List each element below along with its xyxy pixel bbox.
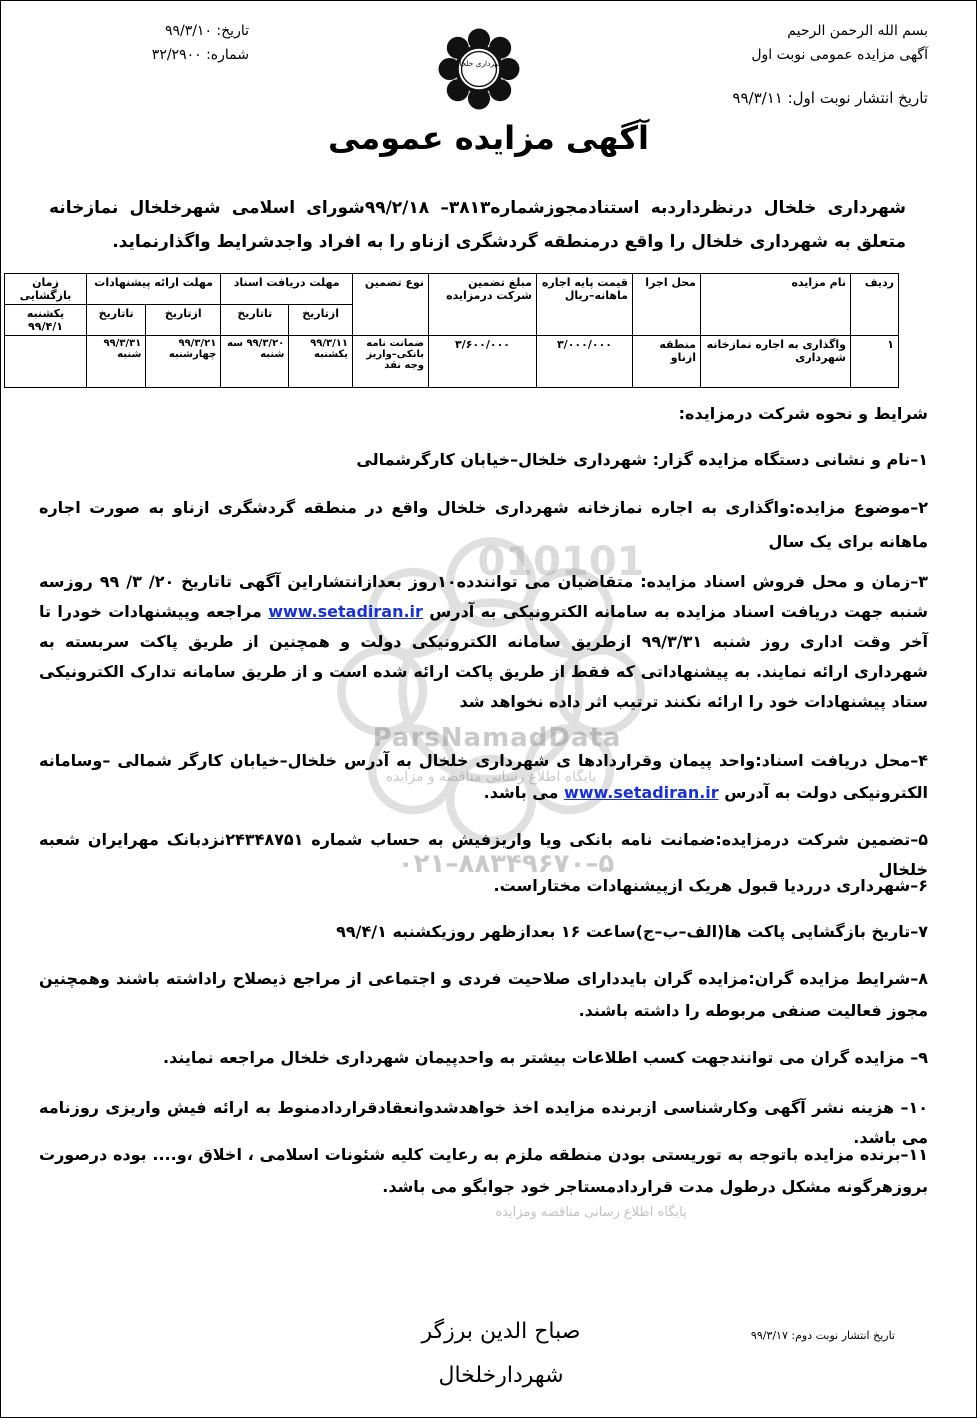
header-left bbox=[89, 19, 249, 67]
col-deposit: مبلغ تضمین شرکت درمزایده bbox=[429, 274, 537, 336]
condition-3 bbox=[39, 567, 928, 717]
condition-8: ۸–شرایط مزایده گران:مزایده گران بایددارای صلاحیت فردی و اجتماعی از مراجع ذیصلاح راداشته باشند وهمچنین مجوز فعالیت صنفی مربوطه را داشته باشند. bbox=[39, 969, 928, 1020]
col-submit-from: ازتاریخ bbox=[146, 305, 221, 336]
setadiran-link-2[interactable]: www.setadiran.ir bbox=[563, 783, 719, 802]
second-publication-date: تاریخ انتشار نوبت دوم: ۹۹/۳/۱۷ bbox=[750, 1329, 895, 1342]
cell-base-price: ۳/۰۰۰/۰۰۰ bbox=[537, 336, 633, 388]
opening-date: یکشنبه ۹۹/۴/۱ bbox=[5, 305, 87, 336]
signatory-name: صباح الدین برزگر bbox=[421, 1319, 581, 1344]
watermark-number: 010101 bbox=[477, 539, 645, 585]
first-publication-date: تاریخ انتشار نوبت اول: ۹۹/۳/۱۱ bbox=[732, 89, 928, 107]
condition-3-part1: ۳–زمان و محل فروش اسناد مزایده: متقاضیان می توانندده۱۰روز بعدازانتشاراین آگهی تاتاریخ ۲۰/ ۳/ ۹۹ روزسه شنبه جهت دریافت اسناد مزایده به سامانه الکترونیکی به آدرس bbox=[39, 572, 929, 621]
condition-9: ۹– مزایده گران می توانندجهت کسب اطلاعات بیشتر به واحدپیمان شهرداری خلخال مراجعه نمایند. bbox=[163, 1048, 928, 1067]
cell-receive-from: ۹۹/۳/۱۱ یکشنبه bbox=[289, 336, 353, 388]
page-title: آگهی مزایده عمومی bbox=[328, 119, 649, 157]
setadiran-link[interactable]: www.setadiran.ir bbox=[268, 602, 423, 621]
municipality-logo-icon bbox=[433, 23, 525, 115]
header-right bbox=[628, 19, 928, 67]
condition-1: ۱–نام و نشانی دستگاه مزایده گزار: شهرداری خلخال–خیابان کارگرشمالی bbox=[356, 450, 928, 469]
col-submit-to: تاتاریخ bbox=[87, 305, 146, 336]
cell-deposit: ۳/۶۰۰/۰۰۰ bbox=[429, 336, 537, 388]
condition-6: ۶–شهرداری درردیا قبول هریک ازپیشنهادات مختاراست. bbox=[493, 876, 928, 895]
condition-10: ۱۰– هزینه نشر آگهی وکارشناسی ازبرنده مزایده اخذ خواهدشدوانعقادقراردادمنوط به ارائه فیش واریزی روزنامه می باشد. bbox=[39, 1098, 928, 1147]
conditions-title: شرایط و نحوه شرکت درمزایده: bbox=[678, 404, 928, 423]
col-receive-docs: مهلت دریافت اسناد bbox=[221, 274, 353, 305]
watermark-brand: ParsNamadData bbox=[372, 723, 622, 753]
tender-table bbox=[4, 273, 899, 388]
condition-4-part2: می باشد. bbox=[483, 783, 559, 802]
col-submit-offers: مهلت ارائه پیشنهادات bbox=[87, 274, 221, 305]
signatory-title: شهردارخلخال bbox=[438, 1363, 564, 1388]
condition-4-part1: ۴–محل دریافت اسناد:واحد پیمان وقراردادها ی شهرداری خلخال به آدرس خلخال–خیابان کارگر شمالی –وسامانه الکترونیکی دولت به آدرس bbox=[39, 751, 928, 802]
cell-receive-to: ۹۹/۳/۲۰ سه شنبه bbox=[221, 336, 289, 388]
condition-11: ۱۱–برنده مزایده باتوجه به توریستی بودن منطقه ملزم به رعایت کلیه شئونات اسلامی ، اخلاق ،و.... بوده درصورت بروزهرگونه مشکل درطول مدت قراردادمستاجر خود جوابگو می باشد. bbox=[39, 1145, 928, 1196]
cell-submit-to: ۹۹/۳/۳۱ شنبه bbox=[87, 336, 146, 388]
watermark-subtitle: پایگاه اطلاع رسانی مناقصه و مزایده bbox=[385, 769, 597, 785]
watermark-phone: ۰۲۱–۸۸۳۴۹۶۷۰–۵ bbox=[397, 849, 615, 879]
col-name: نام مزایده bbox=[701, 274, 851, 336]
condition-4 bbox=[39, 745, 928, 809]
col-row: ردیف bbox=[851, 274, 899, 336]
watermark-bottom: پایگاه اطلاع رسانی مناقصه ومزایده bbox=[495, 1205, 687, 1220]
notice-subtitle: آگهی مزایده عمومی نوبت اول bbox=[751, 47, 928, 63]
cell-deposit-type: ضمانت نامه بانکی–واریز وجه نقد bbox=[353, 336, 429, 388]
condition-2: ۲–موضوع مزایده:واگذاری به اجاره نمازخانه شهرداری خلخال واقع در منطقه گردشگری ازناو به صورت اجاره ماهانه برای یک سال bbox=[39, 498, 928, 551]
cell-location: منطقه ازناو bbox=[633, 336, 701, 388]
intro-paragraph: شهرداری خلخال درنظرداردبه استنادمجوزشماره۳۸۱۳– ۹۹/۲/۱۸شورای اسلامی شهرخلخال نمازخانه متعلق به شهرداری خلخال را واقع درمنطقه گردشگری ازناو را به افراد واجدشرایط واگذارنماید. bbox=[49, 198, 907, 252]
cell-name: واگذاری به اجاره نمازخانه شهرداری bbox=[701, 336, 851, 388]
svg-text:شهرداری خلخال: شهرداری خلخال bbox=[454, 59, 504, 69]
cell-submit-from: ۹۹/۳/۲۱ چهارشنبه bbox=[146, 336, 221, 388]
table-row bbox=[5, 336, 899, 388]
col-location: محل اجرا bbox=[633, 274, 701, 336]
notice-date: تاریخ: ۹۹/۳/۱۰ bbox=[164, 23, 249, 39]
basmala: بسم الله الرحمن الرحيم bbox=[787, 23, 928, 39]
col-opening: زمان بازگشایی bbox=[5, 274, 87, 305]
notice-number: شماره: ۳۲/۲۹۰۰ bbox=[151, 47, 249, 63]
cell-row: ۱ bbox=[851, 336, 899, 388]
condition-7: ۷–تاریخ بازگشایی پاکت ها(الف–ب–ج)ساعت ۱۶ بعدازظهر روزیکشنبه ۹۹/۴/۱ bbox=[336, 922, 928, 941]
cell-opening-empty bbox=[5, 336, 87, 388]
col-receive-from: ازتاریخ bbox=[289, 305, 353, 336]
table-header-row bbox=[5, 274, 899, 305]
col-base-price: قیمت پایه اجاره ماهانه–ریال bbox=[537, 274, 633, 336]
condition-5: ۵–تضمین شرکت درمزایده:ضمانت نامه بانکی ویا واریزفیش به حساب شماره ۲۴۳۴۸۷۵۱نزدبانک مهرایران شعبه خلخال bbox=[39, 830, 929, 879]
condition-3-part2: مراجعه وپیشنهادات خودرا تا آخر وقت اداری روز شنبه ۹۹/۳/۳۱ ازطریق سامانه الکترونیکی دولت و همچنین از طریق پاکت سربسته به شهرداری ارائه نمایند. به پیشنهاداتی که فقط از طریق پاکت ارائه شده است و از طریق سامانه تدارک الکترونیکی ستاد پیشنهادات خود را ارائه نکنند ترتیب اثر داده نخواهد شد bbox=[39, 602, 929, 711]
col-receive-to: تاتاریخ bbox=[221, 305, 289, 336]
col-deposit-type: نوع تضمین bbox=[353, 274, 429, 336]
